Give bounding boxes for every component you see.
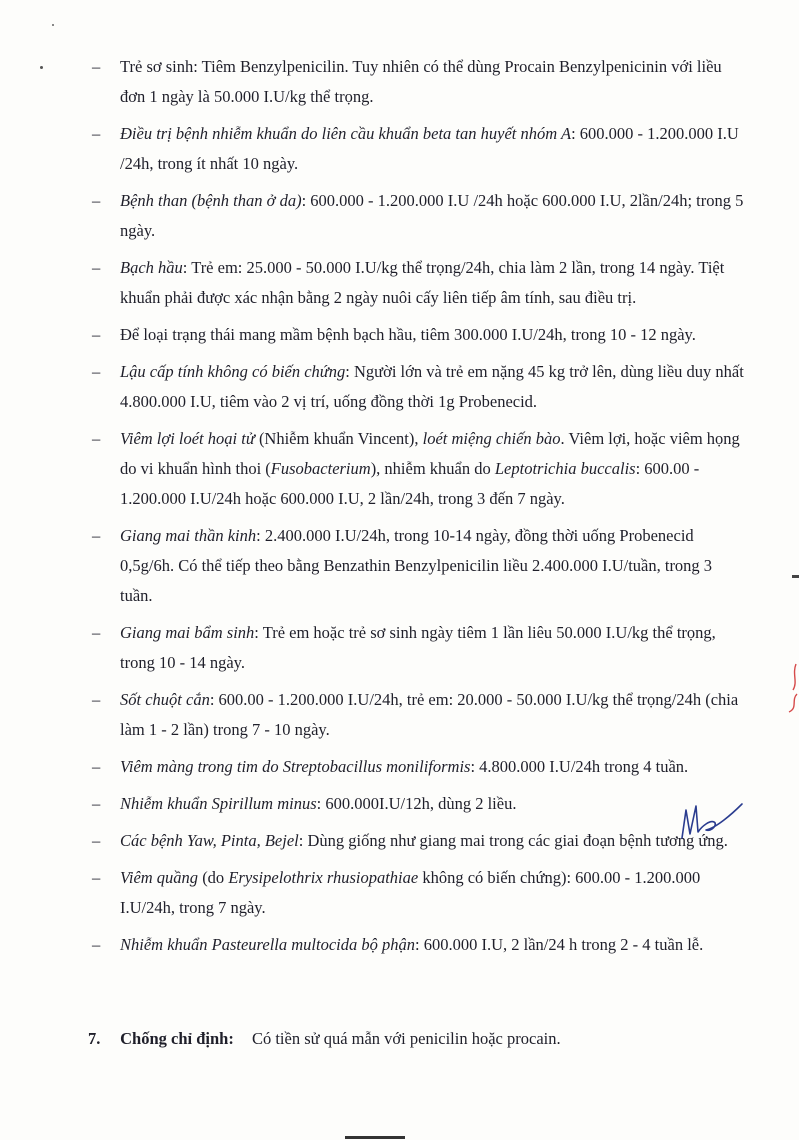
- list-item: [88, 424, 748, 514]
- section-text: Có tiền sử quá mẫn với penicilin hoặc procain.: [251, 1029, 561, 1048]
- list-item: [88, 521, 748, 611]
- item-text: : 600.000I.U/12h, dùng 2 liều.: [316, 794, 517, 813]
- list-item: [88, 186, 748, 246]
- list-item: [88, 618, 748, 678]
- list-item: [88, 253, 748, 313]
- item-text: : 2.400.000 I.U/24h, trong 10-14 ngày, đồng thời uống Probenecid 0,5g/6h. Có thể tiếp theo bằng Benzathin Benzylpenicilin liều 2.400.000 I.U/tuần, trong 3 tuần.: [120, 526, 713, 605]
- dash-bullet: –: [92, 868, 101, 887]
- dash-bullet: –: [92, 57, 101, 76]
- scan-speck: [40, 66, 43, 69]
- item-text: : 600.000 I.U, 2 lần/24 h trong 2 - 4 tuần lễ.: [414, 935, 704, 954]
- italic-term: Fusobacterium: [270, 459, 371, 478]
- italic-term: Sốt chuột cắn: [120, 690, 210, 709]
- dash-bullet: –: [92, 526, 101, 545]
- dash-bullet: –: [92, 935, 101, 954]
- italic-term: Lậu cấp tính không có biến chứng: [120, 362, 346, 381]
- item-text: không có biến chứng): 600.00 - 1.200.000 I.U/24h, trong 7 ngày.: [120, 868, 701, 917]
- handwritten-initials: [676, 800, 746, 842]
- list-item: [88, 789, 748, 819]
- dash-bullet: –: [92, 757, 101, 776]
- list-item: [88, 119, 748, 179]
- italic-term: Viêm quầng: [120, 868, 199, 887]
- item-text: : 600.000 - 1.200.000 I.U /24h hoặc 600.000 I.U, 2lần/24h; trong 5 ngày.: [120, 191, 744, 240]
- dash-bullet: –: [92, 362, 101, 381]
- scan-edge-mark: [345, 1136, 405, 1139]
- list-item: [88, 52, 748, 112]
- item-text: Để loại trạng thái mang mầm bệnh bạch hầu, tiêm 300.000 I.U/24h, trong 10 - 12 ngày.: [120, 325, 696, 344]
- dash-bullet: –: [92, 191, 101, 210]
- item-text: : 600.00 - 1.200.000 I.U/24h hoặc 600.000 I.U, 2 lần/24h, trong 3 đến 7 ngày.: [120, 459, 700, 508]
- list-item: [88, 320, 748, 350]
- dash-bullet: –: [92, 258, 101, 277]
- list-item: [88, 357, 748, 417]
- italic-term: Bệnh than (bệnh than ở da): [120, 191, 302, 210]
- dash-bullet: –: [92, 124, 101, 143]
- item-text: . Viêm lợi, hoặc viêm họng do vi khuẩn hình thoi (: [120, 429, 740, 478]
- dash-bullet: –: [92, 690, 101, 709]
- italic-term: Leptotrichia buccalis: [494, 459, 636, 478]
- italic-term: Erysipelothrix rhusiopathiae: [228, 868, 419, 887]
- scan-speck: [52, 24, 54, 26]
- item-text: ), nhiễm khuẩn do: [370, 459, 495, 478]
- dash-bullet: –: [92, 831, 101, 850]
- scan-edge-mark: [792, 575, 799, 578]
- item-text: (Nhiễm khuẩn Vincent),: [254, 429, 423, 448]
- italic-term: Viêm lợi loét hoại tử: [120, 429, 255, 448]
- red-stamp-edge: [786, 660, 799, 720]
- item-text: : 600.00 - 1.200.000 I.U/24h, trẻ em: 20.000 - 50.000 I.U/kg thể trọng/24h (chia làm 1 - 2 lần) trong 7 - 10 ngày.: [120, 690, 739, 739]
- dosage-list: [88, 52, 748, 967]
- item-text: : 4.800.000 I.U/24h trong 4 tuần.: [470, 757, 689, 776]
- dash-bullet: –: [92, 325, 101, 344]
- italic-term: Nhiễm khuẩn Spirillum minus: [120, 794, 317, 813]
- list-item: [88, 930, 748, 960]
- italic-term: Giang mai thần kinh: [120, 526, 257, 545]
- italic-term: Bạch hầu: [120, 258, 183, 277]
- dash-bullet: –: [92, 623, 101, 642]
- italic-term: loét miệng chiến bào: [422, 429, 561, 448]
- item-text: : Trẻ em hoặc trẻ sơ sinh ngày tiêm 1 lần liêu 50.000 I.U/kg thể trọng, trong 10 - 14 ngày.: [120, 623, 716, 672]
- list-item: [88, 685, 748, 745]
- dash-bullet: –: [92, 794, 101, 813]
- item-text: (do: [198, 868, 229, 887]
- italic-term: Các bệnh Yaw, Pinta, Bejel: [120, 831, 299, 850]
- item-text: Trẻ sơ sinh: Tiêm Benzylpenicilin. Tuy nhiên có thể dùng Procain Benzylpenicinin với liều đơn 1 ngày là 50.000 I.U/kg thể trọng.: [120, 57, 722, 106]
- section-heading: Chống chỉ định:: [120, 1029, 234, 1048]
- section-number: 7.: [88, 1029, 101, 1048]
- italic-term: Viêm màng trong tim do Streptobacillus moniliformis: [120, 757, 471, 776]
- list-item: [88, 863, 748, 923]
- item-text: : 600.000 - 1.200.000 I.U /24h, trong ít nhất 10 ngày.: [120, 124, 739, 173]
- italic-term: Nhiễm khuẩn Pasteurella multocida bộ phận: [120, 935, 415, 954]
- item-text: : Dùng giống như giang mai trong các giai đoạn bệnh tương ứng.: [298, 831, 728, 850]
- contraindications-section: [88, 1024, 748, 1054]
- item-text: : Trẻ em: 25.000 - 50.000 I.U/kg thể trọng/24h, chia làm 2 lần, trong 14 ngày. Tiệt khuẩn phải được xác nhận bằng 2 ngày nuôi cấy liên tiếp âm tính, sau điều trị.: [120, 258, 725, 307]
- dash-bullet: –: [92, 429, 101, 448]
- italic-term: Giang mai bẩm sinh: [120, 623, 255, 642]
- list-item: [88, 752, 748, 782]
- item-text: : Người lớn và trẻ em nặng 45 kg trở lên, dùng liều duy nhất 4.800.000 I.U, tiêm vào 2 vị trí, uống đồng thời 1g Probenecid.: [120, 362, 744, 411]
- italic-term: Điều trị bệnh nhiễm khuẩn do liên cầu khuẩn beta tan huyết nhóm A: [120, 124, 572, 143]
- list-item: [88, 826, 748, 856]
